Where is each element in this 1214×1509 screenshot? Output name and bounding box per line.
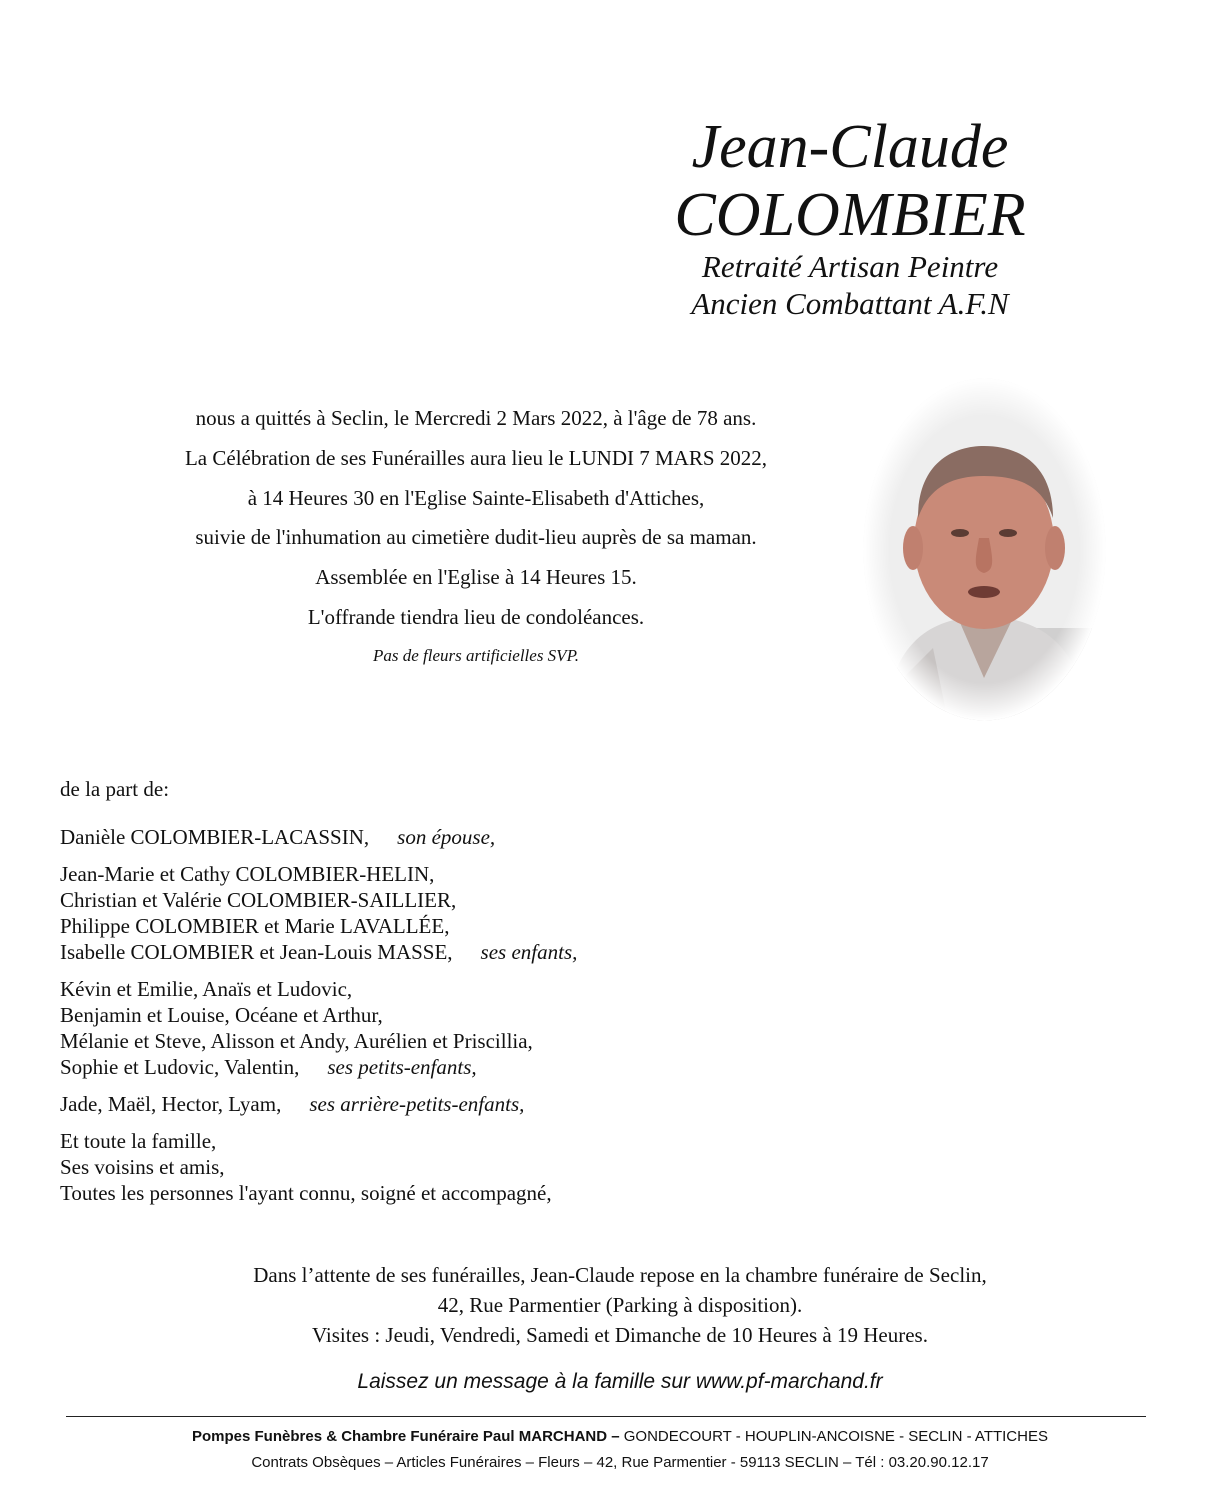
footer-services: Contrats Obsèques – Articles Funéraires – Fleurs – 42, Rue Parmentier - 59113 SECLIN – Tél : 03.20.90.12.17 [251, 1454, 989, 1471]
leave-message-text: Laissez un message à la famille sur www.pf-marchand.fr [357, 1370, 883, 1393]
family-line: Philippe COLOMBIER et Marie LAVALLÉE, [60, 914, 450, 938]
family-line: Christian et Valérie COLOMBIER-SAILLIER, [60, 888, 457, 912]
family-line: Kévin et Emilie, Anaïs et Ludovic, [60, 977, 353, 1001]
funeral-announcement [100, 399, 852, 674]
deceased-last-name: COLOMBIER [674, 181, 1026, 249]
child-name: Isabelle COLOMBIER et Jean-Louis MASSE, [60, 940, 453, 964]
relation-label: ses enfants, [480, 940, 578, 964]
family-line: Benjamin et Louise, Océane et Arthur, [60, 1003, 383, 1027]
footer-line [100, 1424, 1140, 1450]
company-name: Pompes Funèbres & Chambre Funéraire Paul MARCHAND – [192, 1428, 620, 1445]
great-grandchild-names: Jade, Maël, Hector, Lyam, [60, 1092, 282, 1116]
visit-line: Visites : Jeudi, Vendredi, Samedi et Dimanche de 10 Heures à 19 Heures. [312, 1323, 928, 1347]
announcement-line: Assemblée en l'Eglise à 14 Heures 15. [315, 565, 637, 590]
family-line [60, 1054, 820, 1080]
family-line [60, 939, 820, 965]
footer [100, 1424, 1140, 1476]
visit-line: 42, Rue Parmentier (Parking à disposition). [437, 1293, 803, 1317]
obituary-header [560, 112, 1140, 322]
relation-label: ses petits-enfants, [327, 1055, 477, 1079]
announcement-line: à 14 Heures 30 en l'Eglise Sainte-Elisabeth d'Attiches, [247, 485, 705, 510]
family-line: Mélanie et Steve, Alisson et Andy, Aurélien et Priscillia, [60, 1029, 533, 1053]
visit-info [100, 1260, 1140, 1350]
visit-line: Dans l’attente de ses funérailles, Jean-Claude repose en la chambre funéraire de Seclin, [253, 1263, 987, 1287]
announcement-line: suivie de l'inhumation au cimetière dudit-lieu auprès de sa maman. [195, 525, 757, 550]
family-line [60, 1091, 820, 1117]
deceased-role: Ancien Combattant A.F.N [691, 286, 1009, 321]
footer-divider [66, 1416, 1146, 1417]
children-group [60, 861, 820, 965]
company-locations: GONDECOURT - HOUPLIN-ANCOISNE - SECLIN - ATTICHES [623, 1428, 1048, 1445]
relation-label: son épouse, [397, 825, 496, 849]
portrait-photo [863, 378, 1106, 721]
family-intro: de la part de: [60, 777, 170, 801]
grandchild-name: Sophie et Ludovic, Valentin, [60, 1055, 300, 1079]
spouse-name: Danièle COLOMBIER-LACASSIN, [60, 825, 370, 849]
family-line: Jean-Marie et Cathy COLOMBIER-HELIN, [60, 862, 435, 886]
spouse-group [60, 824, 820, 850]
grandchildren-group [60, 976, 820, 1080]
others-group [60, 1128, 820, 1206]
flowers-note: Pas de fleurs artificielles SVP. [372, 645, 580, 665]
family-line: Toutes les personnes l'ayant connu, soigné et accompagné, [60, 1181, 552, 1205]
deceased-first-name: Jean-Claude [691, 113, 1009, 181]
announcement-line: La Célébration de ses Funérailles aura lieu le LUNDI 7 MARS 2022, [184, 445, 768, 470]
family-line [60, 824, 820, 850]
family-line: Ses voisins et amis, [60, 1155, 225, 1179]
announcement-line: nous a quittés à Seclin, le Mercredi 2 Mars 2022, à l'âge de 78 ans. [195, 406, 757, 430]
family-line: Et toute la famille, [60, 1129, 217, 1153]
announcement-line: L'offrande tiendra lieu de condoléances. [307, 604, 645, 629]
relation-label: ses arrière-petits-enfants, [309, 1092, 525, 1116]
family-list [60, 776, 820, 1217]
deceased-role: Retraité Artisan Peintre [701, 249, 999, 284]
great-grandchildren-group [60, 1091, 820, 1117]
